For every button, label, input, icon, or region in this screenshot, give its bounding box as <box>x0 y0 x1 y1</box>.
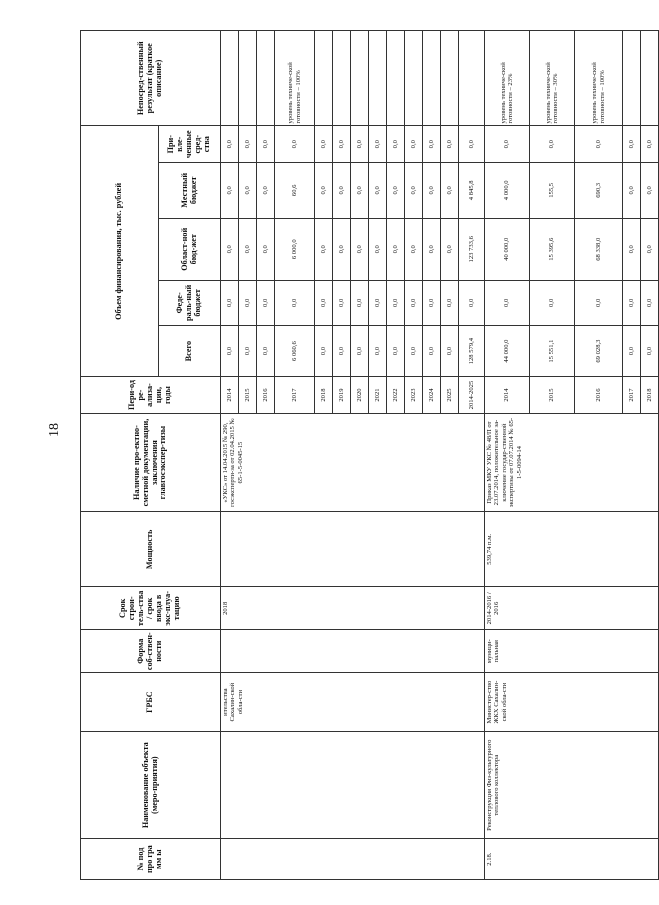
total-cell: 0,0 <box>257 325 275 376</box>
result-cell: уровень техниче-ской готовности – 100% <box>275 31 315 126</box>
regional-cell: 0,0 <box>441 218 459 280</box>
other-cell: 0,0 <box>623 126 641 162</box>
header-result: Непосред-ственный результат (краткое описание) <box>81 31 221 126</box>
local-cell: 0,0 <box>333 162 351 218</box>
federal-cell: 0,0 <box>221 280 239 325</box>
table-row <box>221 31 239 880</box>
federal-cell: 0,0 <box>387 280 405 325</box>
result-cell: уровень техниче-ской готовности – 30% <box>530 31 575 126</box>
regional-cell: 123 733,6 <box>459 218 485 280</box>
year-cell: 2020 <box>351 377 369 413</box>
other-cell: 0,0 <box>221 126 239 162</box>
regional-cell: 40 000,0 <box>485 218 530 280</box>
ownership-cell: муници-пальная <box>485 630 659 673</box>
other-cell: 0,0 <box>423 126 441 162</box>
result-cell <box>641 31 659 126</box>
term-cell: 2014-2016 / 2016 <box>485 587 659 630</box>
result-cell: уровень техниче-ской готовности – 100% <box>575 31 623 126</box>
year-cell: 2014 <box>485 377 530 413</box>
total-cell: 0,0 <box>239 325 257 376</box>
total-cell: 0,0 <box>333 325 351 376</box>
header-docs: Наличие про-ектно-сметной документации, заключения главгосэкспер-тизы <box>81 413 221 512</box>
year-cell: 2018 <box>641 377 659 413</box>
regional-cell: 15 395,6 <box>530 218 575 280</box>
result-cell: уровень техниче-ской готовности – 23% <box>485 31 530 126</box>
other-cell: 0,0 <box>530 126 575 162</box>
regional-cell: 0,0 <box>257 218 275 280</box>
federal-cell: 0,0 <box>369 280 387 325</box>
grbs-cell: ительства Сахалин-ской обла-сти <box>221 673 485 732</box>
local-cell: 60,6 <box>275 162 315 218</box>
year-cell: 2015 <box>530 377 575 413</box>
year-cell: 2018 <box>315 377 333 413</box>
header-row-1 <box>81 31 159 880</box>
result-cell <box>315 31 333 126</box>
header-federal: Феде-раль-ный бюджет <box>159 280 221 325</box>
header-term: Срок строи-тель-ства / срок ввода в экс-плуа-тацию <box>81 587 221 630</box>
local-cell: 4 845,8 <box>459 162 485 218</box>
year-cell: 2016 <box>575 377 623 413</box>
other-cell: 0,0 <box>387 126 405 162</box>
total-cell: 0,0 <box>315 325 333 376</box>
regional-cell: 68 338,0 <box>575 218 623 280</box>
header-regional: Област-ной бюд-жет <box>159 218 221 280</box>
federal-cell: 0,0 <box>333 280 351 325</box>
year-cell: 2016 <box>257 377 275 413</box>
other-cell: 0,0 <box>405 126 423 162</box>
ownership-cell <box>221 630 485 673</box>
year-cell: 2023 <box>405 377 423 413</box>
other-cell: 0,0 <box>369 126 387 162</box>
total-cell: 69 028,3 <box>575 325 623 376</box>
federal-cell: 0,0 <box>575 280 623 325</box>
total-cell: 0,0 <box>387 325 405 376</box>
regional-cell: 0,0 <box>315 218 333 280</box>
total-cell: 44 000,0 <box>485 325 530 376</box>
regional-cell: 0,0 <box>221 218 239 280</box>
local-cell: 0,0 <box>423 162 441 218</box>
federal-cell: 0,0 <box>423 280 441 325</box>
other-cell: 0,0 <box>641 126 659 162</box>
local-cell: 0,0 <box>315 162 333 218</box>
federal-cell: 0,0 <box>530 280 575 325</box>
regional-cell: 0,0 <box>387 218 405 280</box>
result-cell <box>351 31 369 126</box>
year-cell: 2021 <box>369 377 387 413</box>
docs-cell: «УКС» от 14.04.2015 № 290, госэксперти-за от 02.04.2015 № 65-1-5-0045-15 <box>221 413 485 512</box>
result-cell <box>257 31 275 126</box>
other-cell: 0,0 <box>485 126 530 162</box>
result-cell <box>387 31 405 126</box>
docs-cell: Приказ МКУ УКС № 48/П от 23.07.2014, положительное за-ключение государ-ственной экспертизы от 07.07.2014 № 65-1-5-0094-14 <box>485 413 659 512</box>
regional-cell: 6 000,0 <box>275 218 315 280</box>
federal-cell: 0,0 <box>441 280 459 325</box>
header-period: Пери-од ре-ализа-ции, годы <box>81 377 221 413</box>
table-row <box>485 31 530 880</box>
header-local: Местный бюджет <box>159 162 221 218</box>
local-cell: 4 000,0 <box>485 162 530 218</box>
result-cell <box>405 31 423 126</box>
result-cell <box>333 31 351 126</box>
federal-cell: 0,0 <box>257 280 275 325</box>
rotated-table-container <box>80 30 653 880</box>
header-name: Наименование объекта (меро-приятия) <box>81 732 221 839</box>
regional-cell: 0,0 <box>623 218 641 280</box>
federal-cell: 0,0 <box>405 280 423 325</box>
header-num: № под про гра мм ы <box>81 839 221 880</box>
object-number-cell <box>221 839 485 880</box>
total-cell: 6 060,6 <box>275 325 315 376</box>
year-cell: 2017 <box>275 377 315 413</box>
year-cell: 2025 <box>441 377 459 413</box>
year-cell: 2015 <box>239 377 257 413</box>
header-power: Мощность <box>81 512 221 587</box>
object-number-cell: 2.18. <box>485 839 659 880</box>
local-cell: 0,0 <box>623 162 641 218</box>
total-cell: 15 551,1 <box>530 325 575 376</box>
federal-cell: 0,0 <box>275 280 315 325</box>
result-cell <box>221 31 239 126</box>
other-cell: 0,0 <box>315 126 333 162</box>
total-cell: 0,0 <box>221 325 239 376</box>
power-cell: 539,74 п.м. <box>485 512 659 587</box>
local-cell: 0,0 <box>239 162 257 218</box>
other-cell: 0,0 <box>257 126 275 162</box>
regional-cell: 0,0 <box>351 218 369 280</box>
year-cell: 2019 <box>333 377 351 413</box>
regional-cell: 0,0 <box>369 218 387 280</box>
total-cell: 128 579,4 <box>459 325 485 376</box>
local-cell: 0,0 <box>405 162 423 218</box>
total-cell: 0,0 <box>441 325 459 376</box>
local-cell: 0,0 <box>351 162 369 218</box>
regional-cell: 0,0 <box>405 218 423 280</box>
regional-cell: 0,0 <box>423 218 441 280</box>
regional-cell: 0,0 <box>641 218 659 280</box>
year-cell: 2017 <box>623 377 641 413</box>
local-cell: 0,0 <box>369 162 387 218</box>
object-name-cell <box>221 732 485 839</box>
local-cell: 155,5 <box>530 162 575 218</box>
federal-cell: 0,0 <box>459 280 485 325</box>
result-cell <box>623 31 641 126</box>
other-cell: 0,0 <box>575 126 623 162</box>
local-cell: 0,0 <box>257 162 275 218</box>
term-cell: 2018 <box>221 587 485 630</box>
year-cell: 2022 <box>387 377 405 413</box>
other-cell: 0,0 <box>459 126 485 162</box>
total-cell: 0,0 <box>641 325 659 376</box>
header-ownership: Форма соб-ствен-ности <box>81 630 221 673</box>
year-cell: 2014-2025 <box>459 377 485 413</box>
federal-cell: 0,0 <box>641 280 659 325</box>
total-cell: 0,0 <box>369 325 387 376</box>
other-cell: 0,0 <box>441 126 459 162</box>
result-cell <box>369 31 387 126</box>
header-other: При-вле-ченные сред-ства <box>159 126 221 162</box>
other-cell: 0,0 <box>351 126 369 162</box>
federal-cell: 0,0 <box>239 280 257 325</box>
federal-cell: 0,0 <box>351 280 369 325</box>
page-number: 18 <box>47 423 62 437</box>
result-cell <box>239 31 257 126</box>
object-name-cell: Реконструкция Физ-культурного теплового коллектора <box>485 732 659 839</box>
local-cell: 690,3 <box>575 162 623 218</box>
regional-cell: 0,0 <box>239 218 257 280</box>
header-funding-group: Объем финансирования, тыс. рублей <box>81 126 159 377</box>
year-cell: 2024 <box>423 377 441 413</box>
total-cell: 0,0 <box>405 325 423 376</box>
grbs-cell: Министер-ство ЖКХ Сахалин-ской обла-сти <box>485 673 659 732</box>
result-cell <box>441 31 459 126</box>
total-cell: 0,0 <box>623 325 641 376</box>
regional-cell: 0,0 <box>333 218 351 280</box>
federal-cell: 0,0 <box>623 280 641 325</box>
financing-table <box>80 30 659 880</box>
total-cell: 0,0 <box>351 325 369 376</box>
header-grbs: ГРБС <box>81 673 221 732</box>
other-cell: 0,0 <box>333 126 351 162</box>
local-cell: 0,0 <box>641 162 659 218</box>
year-cell: 2014 <box>221 377 239 413</box>
power-cell <box>221 512 485 587</box>
federal-cell: 0,0 <box>315 280 333 325</box>
result-cell <box>459 31 485 126</box>
result-cell <box>423 31 441 126</box>
federal-cell: 0,0 <box>485 280 530 325</box>
local-cell: 0,0 <box>441 162 459 218</box>
other-cell: 0,0 <box>275 126 315 162</box>
local-cell: 0,0 <box>221 162 239 218</box>
total-cell: 0,0 <box>423 325 441 376</box>
other-cell: 0,0 <box>239 126 257 162</box>
header-total: Всего <box>159 325 221 376</box>
local-cell: 0,0 <box>387 162 405 218</box>
